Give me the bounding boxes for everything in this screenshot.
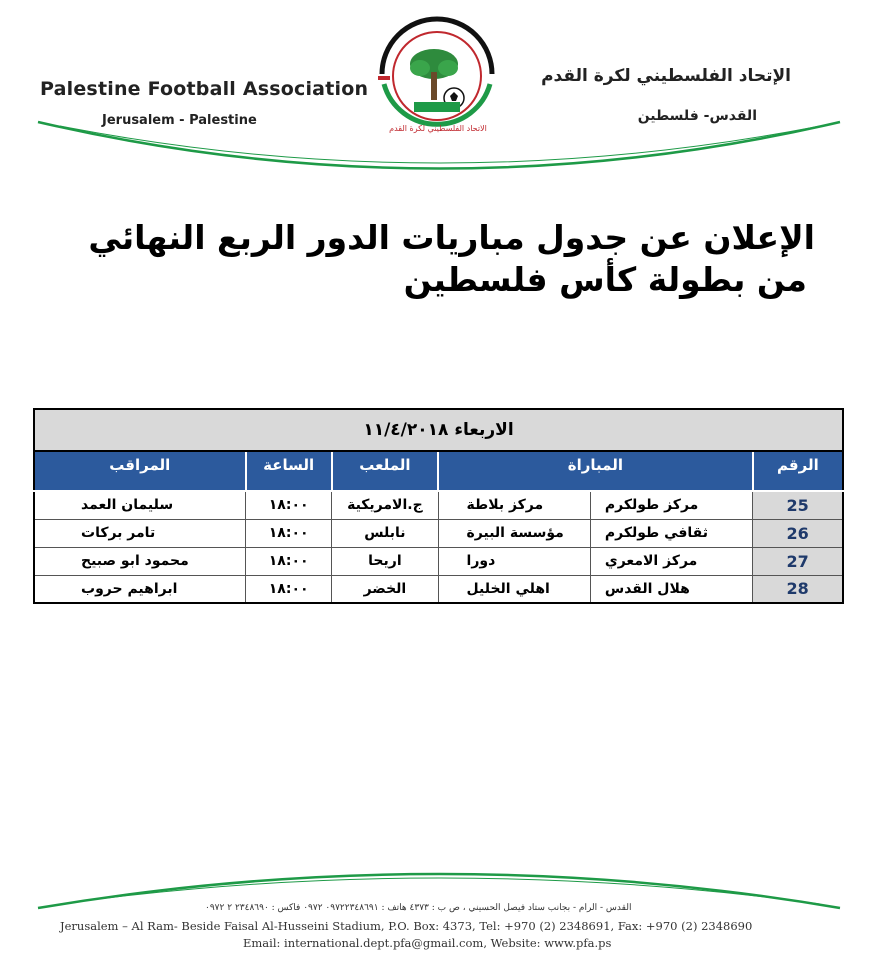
header-number: الرقم — [753, 451, 843, 491]
table-row — [34, 547, 843, 575]
page-title: الإعلان عن جدول مباريات الدور الربع النهائي — [88, 218, 815, 257]
footer-contact: Email: international.dept.pfa@gmail.com, Website: www.pfa.ps — [243, 936, 612, 950]
kickoff-time: ١٨:٠٠ — [246, 547, 332, 575]
match-date: الاربعاء ١١/٤/٢٠١٨ — [34, 409, 843, 451]
table-row — [34, 491, 843, 519]
team-away: مؤسسة البيرة — [438, 519, 590, 547]
footer-address-en: Jerusalem – Al Ram- Beside Faisal Al-Husseini Stadium, P.O. Box: 4373, Tel: +970 (2) 2348691, Fax: +970 (2) 2348690 — [60, 919, 753, 933]
match-number: 26 — [753, 519, 843, 547]
observer: سليمان العمد — [34, 491, 246, 519]
team-home: هلال القدس — [590, 575, 752, 603]
kickoff-time: ١٨:٠٠ — [246, 519, 332, 547]
venue: نابلس — [332, 519, 438, 547]
match-number: 25 — [753, 491, 843, 519]
city-ar: القدس- فلسطين — [637, 108, 757, 124]
city-en: Jerusalem - Palestine — [102, 113, 257, 128]
venue: الخضر — [332, 575, 438, 603]
table-row — [34, 519, 843, 547]
org-name-en: Palestine Football Association — [40, 78, 369, 100]
team-away: اهلي الخليل — [438, 575, 590, 603]
team-home: ثقافي طولكرم — [590, 519, 752, 547]
schedule-table — [33, 408, 844, 604]
observer: ابراهيم حروب — [34, 575, 246, 603]
team-away: دورا — [438, 547, 590, 575]
match-number: 28 — [753, 575, 843, 603]
org-name-ar: الإتحاد الفلسطيني لكرة القدم — [541, 66, 791, 86]
team-home: مركز الامعري — [590, 547, 752, 575]
date-row — [34, 409, 843, 451]
match-number: 27 — [753, 547, 843, 575]
kickoff-time: ١٨:٠٠ — [246, 491, 332, 519]
pfa-logo — [372, 12, 502, 140]
header-match: المباراة — [438, 451, 753, 491]
venue: اريحا — [332, 547, 438, 575]
team-home: مركز طولكرم — [590, 491, 752, 519]
header-venue: الملعب — [332, 451, 438, 491]
logo-caption: الاتحاد الفلسطيني لكرة القدم — [389, 124, 487, 133]
observer: تامر بركات — [34, 519, 246, 547]
observer: محمود ابو صبيح — [34, 547, 246, 575]
kickoff-time: ١٨:٠٠ — [246, 575, 332, 603]
page-subtitle: من بطولة كأس فلسطين — [403, 260, 807, 299]
header-observer: المراقب — [34, 451, 246, 491]
venue: ج.الامريكية — [332, 491, 438, 519]
table-row — [34, 575, 843, 603]
header-time: الساعة — [246, 451, 332, 491]
footer-address-ar: القدس - الرام - بجانب ستاد فيصل الحسيني ، ص ب : ٤٣٧٣ هاتف : ٠٩٧٢٢٣٤٨٦٩١ ٠٩٧٢ فاكس : ٢٣٤٨٦٩٠ ٢ ٠٩٧٢ — [205, 903, 632, 913]
table-header — [34, 451, 843, 491]
team-away: مركز بلاطة — [438, 491, 590, 519]
